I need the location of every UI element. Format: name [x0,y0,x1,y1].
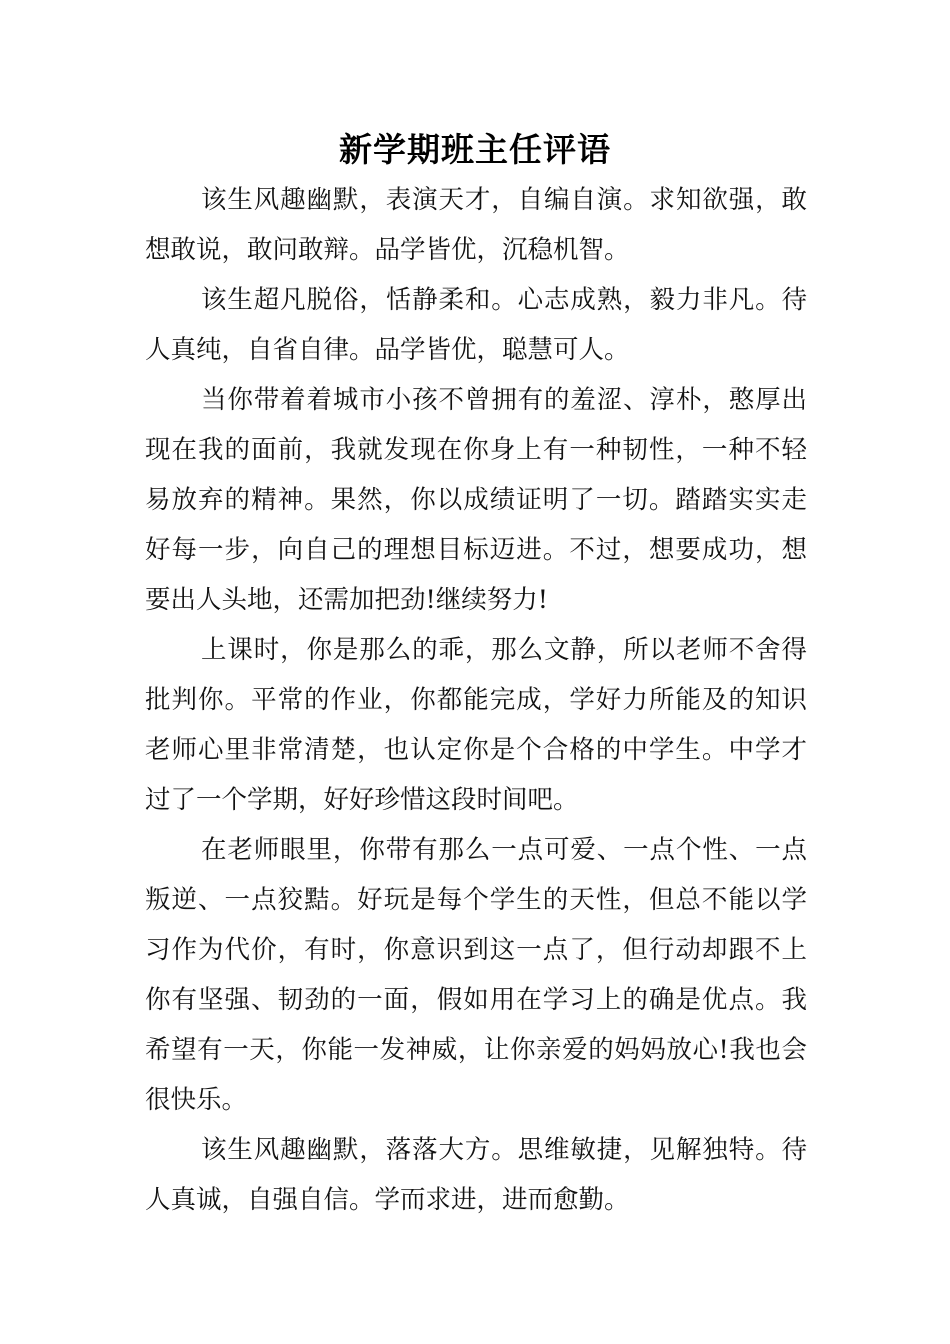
paragraph: 在老师眼里，你带有那么一点可爱、一点个性、一点叛逆、一点狡黠。好玩是每个学生的天性，但总不能以学习作为代价，有时，你意识到这一点了，但行动却跟不上你有坚强、韧劲的一面，假如用在学习上的确是优点。我希望有一天，你能一发神威，让你亲爱的妈妈放心!我也会很快乐。 [145,835,807,1115]
document-body [145,175,807,1225]
paragraph: 该生超凡脱俗，恬静柔和。心志成熟，毅力非凡。待人真纯，自省自律。品学皆优，聪慧可人。 [145,285,807,365]
document-title: 新学期班主任评语 [339,130,611,169]
paragraph: 该生风趣幽默，表演天才，自编自演。求知欲强，敢想敢说，敢问敢辩。品学皆优，沉稳机智。 [145,185,807,265]
paragraph: 当你带着着城市小孩不曾拥有的羞涩、淳朴，憨厚出现在我的面前，我就发现在你身上有一种韧性，一种不轻易放弃的精神。果然，你以成绩证明了一切。踏踏实实走好每一步，向自己的理想目标迈进。不过，想要成功，想要出人头地，还需加把劲!继续努力! [145,385,807,615]
paragraph: 该生风趣幽默，落落大方。思维敏捷，见解独特。待人真诚，自强自信。学而求进，进而愈勤。 [145,1135,807,1215]
paragraph: 上课时，你是那么的乖，那么文静，所以老师不舍得批判你。平常的作业，你都能完成，学好力所能及的知识老师心里非常清楚，也认定你是个合格的中学生。中学才过了一个学期，好好珍惜这段时间吧。 [145,635,807,815]
